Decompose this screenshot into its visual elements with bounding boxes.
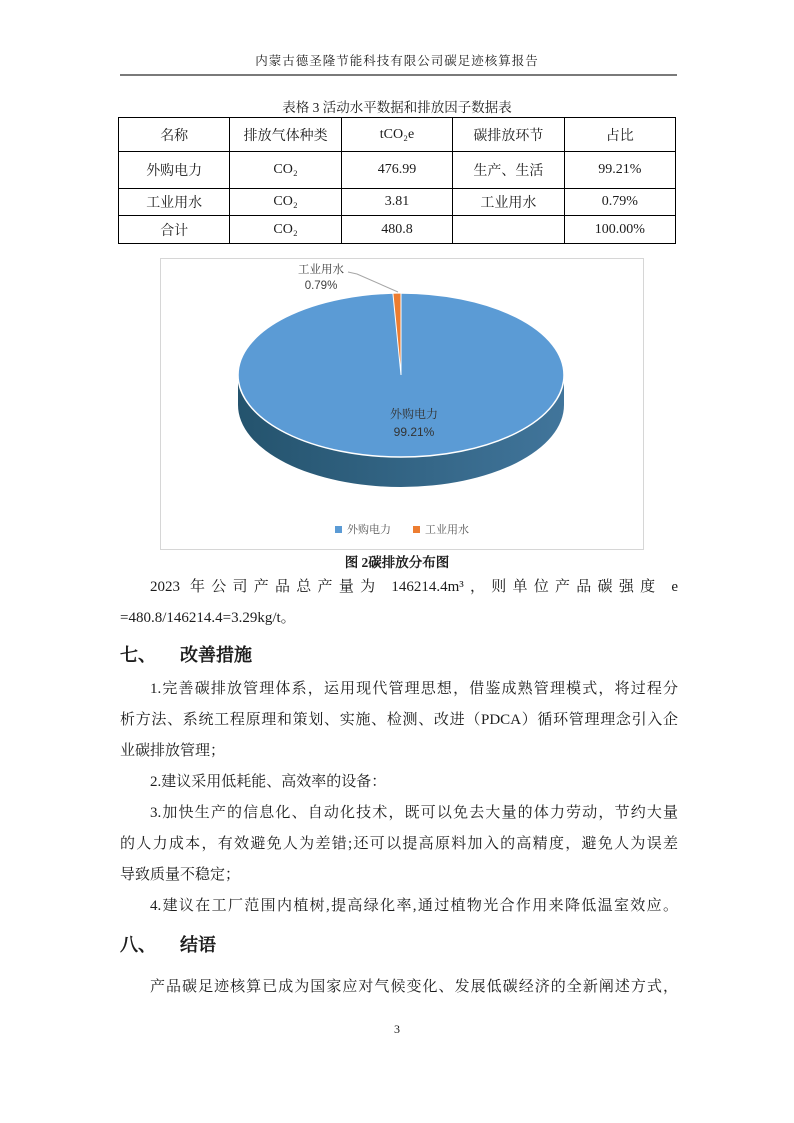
text-line: 的人力成本，有效避免人为差错;还可以提高原料加入的高精度，避免人为误差 — [120, 836, 678, 852]
table-row — [119, 189, 676, 216]
section-title: 结语 — [180, 935, 216, 955]
section-number: 八、 — [120, 935, 156, 955]
section7-body — [120, 674, 678, 922]
text-line: 业碳排放管理； — [120, 743, 226, 759]
section-number: 七、 — [120, 645, 156, 665]
text-line: 3.加快生产的信息化、自动化技术，既可以免去大量的体力劳动，节约大量 — [150, 805, 678, 821]
text-line: 导致质量不稳定； — [120, 867, 241, 883]
legend-item-electricity — [335, 521, 391, 537]
table-cell: 0.79% — [564, 189, 675, 216]
legend-swatch-electricity-icon — [335, 526, 342, 533]
table-cell: 3.81 — [341, 189, 452, 216]
text-line: 2.建议采用低耗能、高效率的设备： — [150, 774, 387, 790]
table-cell: 名称 — [119, 118, 230, 152]
legend-label-water: 工业用水 — [425, 524, 469, 536]
table-cell — [453, 216, 564, 244]
emission-data-table — [118, 117, 676, 244]
chart-legend — [161, 521, 643, 537]
table-cell: 工业用水 — [453, 189, 564, 216]
text-line: 析方法、系统工程原理和策划、实施、检测、改进（PDCA）循环管理理念引入企 — [120, 712, 678, 728]
slice-label-water-name: 工业用水 — [298, 264, 344, 276]
text-line: 1.完善碳排放管理体系，运用现代管理思想，借鉴成熟管理模式，将过程分 — [150, 681, 678, 697]
text-line: 产品碳足迹核算已成为国家应对气候变化、发展低碳经济的全新阐述方式， — [150, 979, 678, 995]
table-cell: 排放气体种类 — [230, 118, 341, 152]
table-cell: 生产、生活 — [453, 152, 564, 189]
table-cell: 外购电力 — [119, 152, 230, 189]
text-line: =480.8/146214.4=3.29kg/t。 — [120, 610, 296, 626]
table-cell: 99.21% — [564, 152, 675, 189]
pie-chart-figure — [160, 258, 644, 550]
page-header-title: 内蒙古德圣隆节能科技有限公司碳足迹核算报告 — [255, 54, 539, 68]
table-cell: 480.8 — [341, 216, 452, 244]
section-title: 改善措施 — [180, 645, 252, 665]
slice-label-electricity-pct: 99.21% — [393, 425, 435, 439]
section8-body — [120, 972, 678, 1003]
table-cell: tCO₂e — [341, 118, 452, 152]
slice-label-water-pct: 0.79% — [304, 280, 338, 292]
legend-swatch-water-icon — [413, 526, 420, 533]
section-heading-8 — [120, 932, 678, 958]
table-caption: 表格 3 活动水平数据和排放因子数据表 — [282, 100, 512, 115]
slice-label-electricity — [358, 405, 470, 441]
table-cell: 占比 — [564, 118, 675, 152]
table-cell: 碳排放环节 — [453, 118, 564, 152]
slice-label-water — [269, 262, 373, 294]
page-number: 3 — [394, 1022, 400, 1036]
table-cell: CO₂ — [230, 189, 341, 216]
table-cell: 476.99 — [341, 152, 452, 189]
legend-item-water — [413, 521, 469, 537]
table-row — [119, 216, 676, 244]
legend-label-electricity: 外购电力 — [347, 524, 391, 536]
table-row — [119, 152, 676, 189]
table-cell: CO₂ — [230, 216, 341, 244]
table-cell: CO₂ — [230, 152, 341, 189]
table-header-row — [119, 118, 676, 152]
figure-caption: 图 2碳排放分布图 — [344, 555, 450, 570]
pie-chart-canvas — [161, 259, 643, 549]
header-divider — [120, 74, 677, 76]
section-heading-7 — [120, 642, 678, 668]
text-line: 4.建议在工厂范围内植树,提高绿化率,通过植物光合作用来降低温室效应。 — [150, 898, 678, 914]
table-cell: 合计 — [119, 216, 230, 244]
text-line: 2023 年公司产品总产量为 146214.4m³，则单位产品碳强度 e — [150, 579, 678, 595]
table-cell: 100.00% — [564, 216, 675, 244]
intro-paragraph — [120, 572, 678, 634]
slice-label-electricity-name: 外购电力 — [389, 407, 438, 421]
table-cell: 工业用水 — [119, 189, 230, 216]
